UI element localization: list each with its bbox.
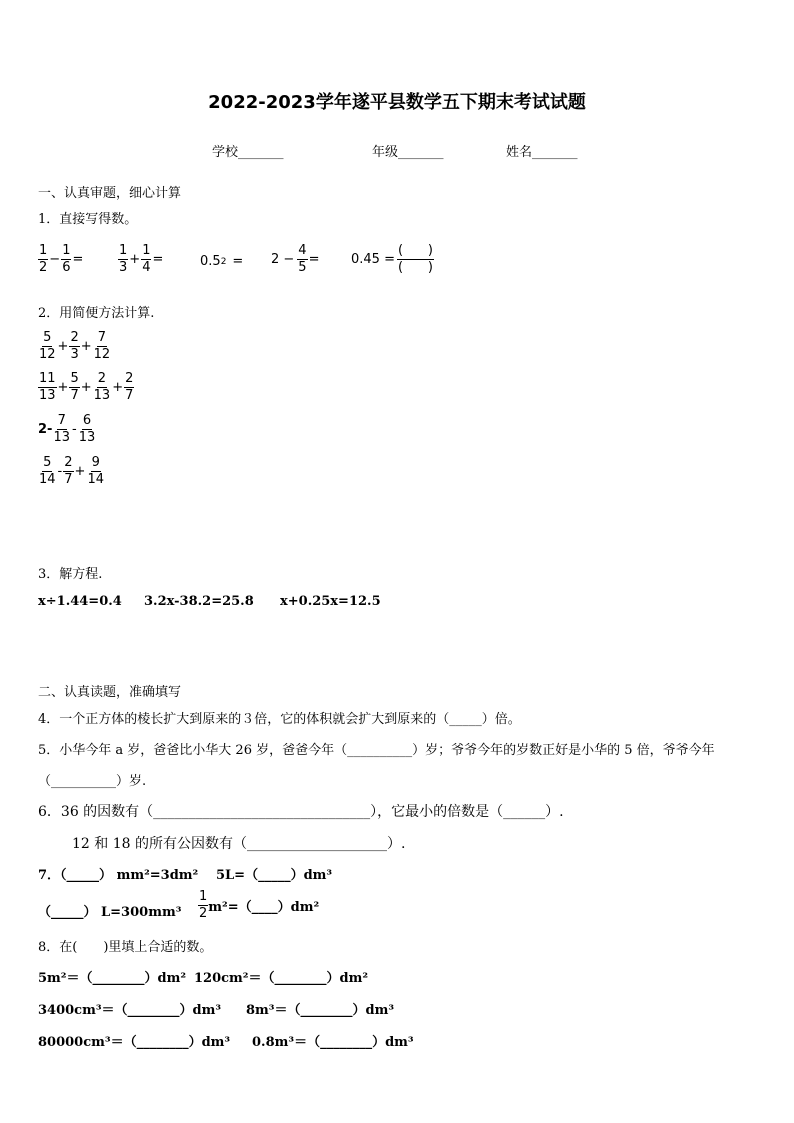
q7-line1-b: 5L=（_____）dm³ <box>216 868 333 883</box>
q7-line2-a: （_____） L=300mm³ <box>38 905 182 920</box>
fraction: $\frac{2}{7}$ <box>64 455 73 487</box>
q1-item-5: 0.45 = $\frac{( )}{( )}$ <box>351 243 433 275</box>
q5-text-line2: （__________）岁. <box>38 774 147 789</box>
q8-label: 8．在( )里填上合适的数。 <box>38 940 213 955</box>
q8-row1-a: 5m²＝（________）dm² <box>38 971 187 986</box>
q3-equation-1: x÷1.44=0.4 <box>38 594 122 609</box>
fraction: $\frac{1}{2}$ <box>199 889 208 921</box>
q8-row3-b: 0.8m³＝（________）dm³ <box>252 1035 414 1050</box>
fraction: $\frac{2}{3}$ <box>70 330 79 362</box>
q1-label: 1．直接写得数。 <box>38 212 138 227</box>
fraction: $\frac{4}{5}$ <box>298 243 307 275</box>
q2-label: 2．用简便方法计算. <box>38 306 155 321</box>
school-blank: _______ <box>238 145 284 160</box>
grade-label: 年级 <box>372 145 399 160</box>
q3-label: 3．解方程. <box>38 567 103 582</box>
answer-fraction: $\frac{( )}{( )}$ <box>397 243 433 275</box>
fraction: $\frac{1}{3}$ <box>119 243 128 275</box>
school-label: 学校 <box>212 145 239 160</box>
q7-line1-a: 7．（_____） mm²=3dm² <box>38 868 199 883</box>
name-blank: _______ <box>532 145 578 160</box>
q8-row2-b: 8m³＝（________）dm³ <box>246 1003 395 1018</box>
q1-item-4: 2 − $\frac{4}{5}$ = <box>271 243 320 275</box>
grade-blank: _______ <box>398 145 444 160</box>
fraction: $\frac{9}{14}$ <box>87 455 104 487</box>
section1-heading: 一、认真审题，细心计算 <box>38 186 182 201</box>
q1-item-1: $\frac{1}{2}$ − $\frac{1}{6}$ = <box>39 243 84 275</box>
q4-text: 4．一个正方体的棱长扩大到原来的３倍，它的体积就会扩大到原来的（_____）倍。 <box>38 712 521 727</box>
fraction: $\frac{5}{14}$ <box>39 455 56 487</box>
q3-equation-3: x+0.25x=12.5 <box>280 594 381 609</box>
grade-field <box>372 141 444 160</box>
fraction: $\frac{1}{4}$ <box>142 243 151 275</box>
section2-heading: 二、认真读题，准确填写 <box>38 685 182 700</box>
fraction: $\frac{1}{2}$ <box>39 243 48 275</box>
q8-row3-a: 80000cm³＝（________）dm³ <box>38 1035 231 1050</box>
fraction: $\frac{2}{7}$ <box>125 371 134 403</box>
fraction: $\frac{5}{7}$ <box>70 371 79 403</box>
q2-row-2: $\frac{11}{13}$ + $\frac{5}{7}$ + $\frac{2}{13}$ + $\frac{2}{7}$ <box>39 371 134 403</box>
q6-text-line2: 12 和 18 的所有公因数有（____________________）. <box>72 836 406 852</box>
q6-text-line1: 6．36 的因数有（_______________________________），它最小的倍数是（______）. <box>38 804 564 820</box>
q5-text-line1: 5．小华今年 a 岁，爸爸比小华大 26 岁，爸爸今年（__________）岁；爷爷今年的岁数正好是小华的 5 倍，爷爷今年 <box>38 743 715 758</box>
fraction: $\frac{1}{6}$ <box>62 243 71 275</box>
q1-item-2: $\frac{1}{3}$ + $\frac{1}{4}$ = <box>119 243 164 275</box>
q1-item-3: 0.5 2 = <box>200 254 244 269</box>
page-title: 2022-2023学年遂平县数学五下期末考试试题 <box>208 92 586 113</box>
fraction: $\frac{11}{13}$ <box>39 371 56 403</box>
fraction: $\frac{2}{13}$ <box>93 371 111 403</box>
q8-row2-a: 3400cm³＝（________）dm³ <box>38 1003 222 1018</box>
q7-line2-b: $\frac{1}{2}$ m²=（____）dm² <box>199 889 320 921</box>
q8-row1-b: 120cm²＝（________）dm² <box>194 971 369 986</box>
fraction: $\frac{6}{13}$ <box>78 413 96 445</box>
fraction: $\frac{7}{12}$ <box>93 330 111 362</box>
fraction: $\frac{7}{13}$ <box>53 413 70 445</box>
name-field <box>506 141 578 160</box>
school-field <box>212 141 284 160</box>
q2-row-4: $\frac{5}{14}$ - $\frac{2}{7}$ + $\frac{9}{14}$ <box>39 455 104 487</box>
q2-row-1: $\frac{5}{12}$ + $\frac{2}{3}$ + $\frac{7}{12}$ <box>39 330 111 362</box>
name-label: 姓名 <box>506 145 533 160</box>
q3-equation-2: 3.2x-38.2=25.8 <box>144 594 254 609</box>
q2-row-3: 2- $\frac{7}{13}$ - $\frac{6}{13}$ <box>38 413 96 445</box>
fraction: $\frac{5}{12}$ <box>39 330 56 362</box>
